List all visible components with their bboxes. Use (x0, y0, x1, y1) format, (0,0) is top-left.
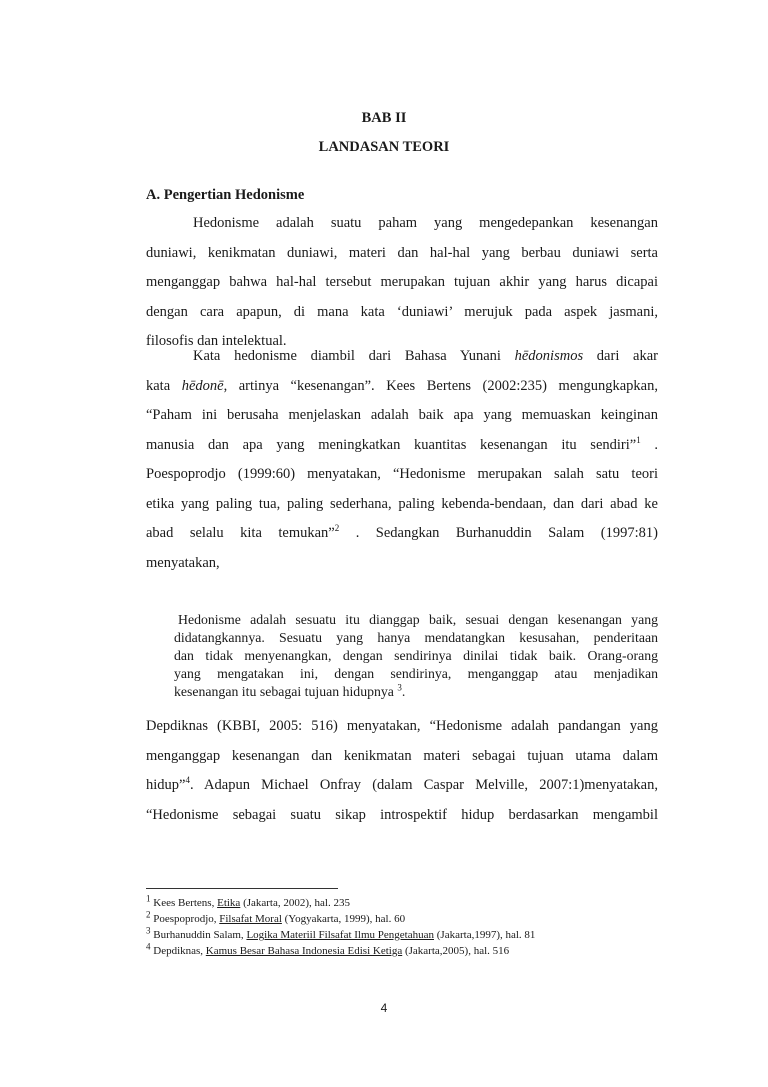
p3-line-1: Depdiknas (KBBI, 2005: 516) menyatakan, “Hedonisme adalah pandangan yang (146, 718, 658, 734)
p2-line-4 (146, 431, 658, 461)
paragraph-2 (146, 342, 658, 578)
chapter-title: LANDASAN TEORI (318, 139, 450, 155)
p2-line-8: menyatakan, (146, 554, 220, 571)
footnote-3 (146, 927, 666, 943)
footnote-4 (146, 943, 666, 959)
p1-line-1: Hedonisme adalah suatu paham yang mengedepankan kesenangan (193, 215, 658, 231)
p2-line-3: “Paham ini berusaha menjelaskan adalah baik apa yang memuaskan keinginan (146, 407, 658, 423)
footnote-3-title: Logika Materiil Filsafat Ilmu Pengetahuan (246, 929, 435, 941)
footnote-1 (146, 895, 666, 911)
p3-line-3 (146, 771, 658, 801)
quote-line-4: yang mengatakan ini, dengan sendirinya, menganggap atau menjadikan (174, 666, 658, 681)
quote-line-2: didatangkannya. Sesuatu yang hanya mendatangkan kesusahan, penderitaan (174, 630, 658, 645)
p2-line-2 (146, 372, 658, 402)
p2-l2-pre: kata (146, 377, 182, 394)
chapter-number: BAB II (361, 110, 407, 126)
p2-l4-text: manusia dan apa yang meningkatkan kuantitas kesenangan itu sendiri” (146, 436, 637, 453)
footnotes (146, 895, 666, 959)
footnote-1-number: 1 (146, 893, 151, 904)
footnote-2 (146, 911, 666, 927)
quote-l5-end: . (401, 684, 406, 699)
quote-line-1: Hedonisme adalah sesuatu itu dianggap baik, sesuai dengan kesenangan yang (178, 612, 658, 627)
footnote-4-number: 4 (146, 941, 151, 952)
footnote-ref-4[interactable]: 4 (185, 775, 190, 786)
footnote-3-number: 3 (146, 925, 151, 936)
p2-line-6: etika yang paling tua, paling sederhana, paling kebenda-bendaan, dan dari abad ke (146, 495, 658, 512)
p2-l1-pre: Kata hedonisme diambil dari Bahasa Yunani (193, 348, 515, 364)
block-quote (174, 611, 658, 701)
footnote-3-post: (Jakarta,1997), hal. 81 (434, 929, 536, 941)
footnote-2-title: Filsafat Moral (219, 913, 282, 925)
p3-l3-pre: hidup” (146, 777, 186, 793)
section-title: A. Pengertian Hedonisme (146, 187, 305, 203)
footnote-1-title: Etika (217, 897, 241, 909)
p1-line-4: dengan cara apapun, di mana kata ‘duniawi’ merujuk pada aspek jasmani, (146, 303, 658, 320)
footnote-4-title: Kamus Besar Bahasa Indonesia Edisi Ketiga (205, 945, 403, 957)
footnote-ref-2[interactable]: 2 (334, 523, 340, 534)
footnote-4-post: (Jakarta,2005), hal. 516 (402, 945, 510, 957)
p1-line-3: menganggap bahwa hal-hal tersebut merupakan tujuan akhir yang harus dicapai (146, 274, 658, 290)
footnote-ref-3[interactable]: 3 (397, 682, 402, 693)
quote-line-3: dan tidak menyenangkan, dengan sendirinya dinilai tidak baik. Orang-orang (174, 648, 658, 663)
term-hedonismos: hēdonismos (514, 348, 584, 364)
p3-l3-post: . Adapun Michael Onfray (dalam Caspar Melville, 2007:1)menyatakan, (189, 777, 658, 793)
p1-line-5: filosofis dan intelektual. (146, 333, 287, 349)
p2-line-1 (146, 342, 658, 372)
page-number: 4 (380, 1001, 388, 1015)
footnote-2-post: (Yogyakarta, 1999), hal. 60 (281, 913, 406, 925)
term-hedone: hēdonē (181, 377, 224, 394)
footnote-4-pre: Depdiknas, (150, 945, 206, 957)
footnote-divider (146, 888, 338, 889)
p2-line-7 (146, 519, 658, 549)
footnote-3-pre: Burhanuddin Salam, (150, 929, 247, 941)
p2-l7-text: abad selalu kita temukan” (146, 525, 335, 541)
quote-l5-text: kesenangan itu sebagai tujuan hidupnya (174, 684, 394, 699)
paragraph-3 (146, 712, 658, 830)
p2-l7-end: . Sedangkan Burhanuddin Salam (1997:81) (339, 525, 658, 541)
footnote-1-post: (Jakarta, 2002), hal. 235 (240, 897, 350, 909)
footnote-2-number: 2 (146, 909, 151, 920)
quote-line-5 (174, 683, 658, 701)
p3-line-2: menganggap kesenangan dan kenikmatan materi sebagai tujuan utama dalam (146, 747, 658, 764)
p2-l1-post: dari akar (583, 348, 658, 364)
p1-line-2: duniawi, kenikmatan duniawi, materi dan hal-hal yang berbau duniawi serta (146, 244, 658, 261)
paragraph-1 (146, 209, 658, 357)
footnote-2-pre: Poespoprodjo, (150, 913, 220, 925)
p2-l2-post: , artinya “kesenangan”. Kees Bertens (2002:235) mengungkapkan, (223, 377, 658, 394)
p2-line-5: Poespoprodjo (1999:60) menyatakan, “Hedonisme merupakan salah satu teori (146, 466, 658, 482)
footnote-1-pre: Kees Bertens, (150, 897, 218, 909)
footnote-ref-1[interactable]: 1 (636, 434, 641, 445)
p2-l4-end: . (640, 436, 659, 453)
p3-line-4: “Hedonisme sebagai suatu sikap introspektif hidup berdasarkan mengambil (146, 806, 658, 823)
